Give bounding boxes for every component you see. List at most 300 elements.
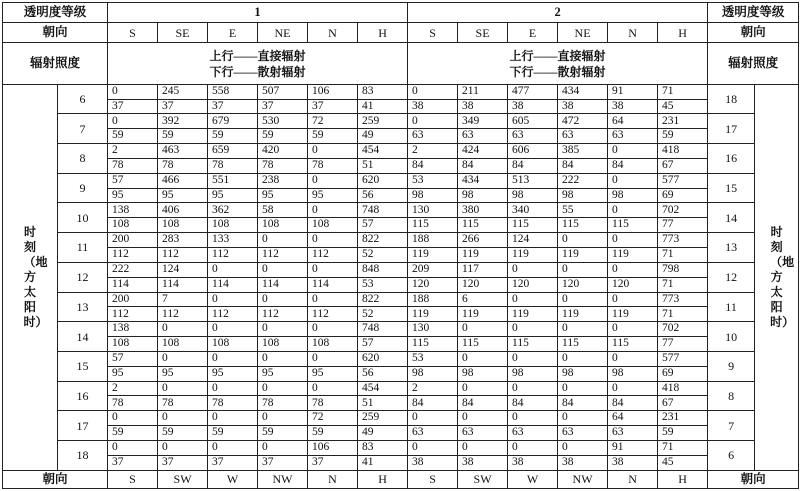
direct-radiation-cell: 231 <box>658 114 708 129</box>
direct-radiation-cell: 200 <box>108 233 158 248</box>
transparency-level-1: 1 <box>108 3 408 23</box>
direct-radiation-cell: 0 <box>208 351 258 366</box>
diffuse-radiation-cell: 41 <box>358 455 408 470</box>
diffuse-radiation-cell: 63 <box>408 426 458 441</box>
diffuse-radiation-cell: 51 <box>358 396 408 411</box>
diffuse-radiation-cell: 95 <box>308 188 358 203</box>
direct-radiation-cell: 0 <box>608 351 658 366</box>
diffuse-radiation-cell: 63 <box>408 129 458 144</box>
direct-radiation-cell: 798 <box>658 262 708 277</box>
direct-radiation-cell: 0 <box>158 381 208 396</box>
table-row <box>3 84 799 99</box>
diffuse-radiation-cell: 63 <box>508 426 558 441</box>
diffuse-radiation-cell: 53 <box>358 277 408 292</box>
direct-radiation-cell: 91 <box>608 84 658 99</box>
diffuse-radiation-cell: 69 <box>658 188 708 203</box>
direct-radiation-cell: 606 <box>508 144 558 159</box>
direct-radiation-cell: 0 <box>158 351 208 366</box>
direct-radiation-cell: 0 <box>508 292 558 307</box>
direct-radiation-cell: 0 <box>558 233 608 248</box>
direct-radiation-cell: 848 <box>358 262 408 277</box>
radiation-note-level-1 <box>108 43 408 84</box>
diffuse-radiation-cell: 37 <box>108 99 158 114</box>
direct-radiation-cell: 822 <box>358 233 408 248</box>
direct-radiation-cell: 0 <box>308 322 358 337</box>
direct-radiation-cell: 0 <box>608 381 658 396</box>
diffuse-radiation-cell: 95 <box>258 188 308 203</box>
diffuse-radiation-cell: 78 <box>208 158 258 173</box>
table-row <box>3 337 799 352</box>
direct-radiation-cell: 0 <box>408 84 458 99</box>
table-row <box>3 292 799 307</box>
direct-radiation-cell: 472 <box>558 114 608 129</box>
diffuse-radiation-cell: 84 <box>408 158 458 173</box>
direct-radiation-cell: 340 <box>508 203 558 218</box>
direct-radiation-cell: 0 <box>108 84 158 99</box>
diffuse-radiation-cell: 57 <box>358 337 408 352</box>
diffuse-radiation-cell: 84 <box>558 396 608 411</box>
diffuse-radiation-cell: 120 <box>458 277 508 292</box>
diffuse-radiation-cell: 38 <box>408 455 458 470</box>
direct-radiation-cell: 702 <box>658 322 708 337</box>
direct-radiation-cell: 124 <box>158 262 208 277</box>
direct-radiation-cell: 0 <box>608 292 658 307</box>
diffuse-radiation-cell: 119 <box>458 307 508 322</box>
direct-radiation-cell: 2 <box>108 144 158 159</box>
irradiance-label-right: 辐射照度 <box>708 43 799 84</box>
hour-right: 15 <box>708 173 755 203</box>
direct-radiation-cell: 0 <box>508 440 558 455</box>
diffuse-radiation-cell: 63 <box>558 426 608 441</box>
diffuse-radiation-cell: 98 <box>458 366 508 381</box>
diffuse-radiation-cell: 98 <box>558 188 608 203</box>
diffuse-radiation-cell: 37 <box>158 455 208 470</box>
table-row <box>3 440 799 455</box>
diffuse-radiation-cell: 108 <box>258 218 308 233</box>
diffuse-radiation-cell: 38 <box>458 455 508 470</box>
diffuse-radiation-cell: 120 <box>408 277 458 292</box>
direct-radiation-cell: 2 <box>408 144 458 159</box>
table-row <box>3 114 799 129</box>
diffuse-radiation-cell: 49 <box>358 129 408 144</box>
direct-radiation-cell: 7 <box>158 292 208 307</box>
diffuse-radiation-cell: 38 <box>558 99 608 114</box>
direct-radiation-cell: 83 <box>358 84 408 99</box>
diffuse-radiation-cell: 115 <box>558 337 608 352</box>
hour-right: 7 <box>708 411 755 441</box>
diffuse-radiation-cell: 114 <box>158 277 208 292</box>
direct-radiation-cell: 245 <box>158 84 208 99</box>
hour-left: 9 <box>58 173 108 203</box>
diffuse-radiation-cell: 115 <box>458 337 508 352</box>
direct-radiation-cell: 0 <box>308 173 358 188</box>
direct-radiation-cell: 558 <box>208 84 258 99</box>
orientation-footer: S <box>108 470 158 488</box>
orientation-header: S <box>408 23 458 43</box>
bottom-orientation-row <box>3 470 799 488</box>
diffuse-radiation-cell: 77 <box>658 337 708 352</box>
direct-radiation-cell: 702 <box>658 203 708 218</box>
direct-radiation-cell: 283 <box>158 233 208 248</box>
diffuse-radiation-cell: 37 <box>258 99 308 114</box>
direct-radiation-cell: 0 <box>458 440 508 455</box>
diffuse-radiation-cell: 45 <box>658 455 708 470</box>
orientation-header: H <box>358 23 408 43</box>
hour-left: 8 <box>58 144 108 174</box>
diffuse-radiation-cell: 63 <box>608 129 658 144</box>
direct-radiation-cell: 420 <box>258 144 308 159</box>
diffuse-radiation-cell: 119 <box>508 307 558 322</box>
direct-radiation-cell: 211 <box>458 84 508 99</box>
direct-radiation-cell: 0 <box>608 203 658 218</box>
transparency-label-right: 透明度等级 <box>708 3 799 23</box>
direct-radiation-cell: 0 <box>258 262 308 277</box>
orientation-footer: SW <box>458 470 508 488</box>
diffuse-radiation-cell: 108 <box>208 218 258 233</box>
direct-radiation-cell: 577 <box>658 173 708 188</box>
diffuse-radiation-cell: 95 <box>208 188 258 203</box>
direct-radiation-cell: 466 <box>158 173 208 188</box>
diffuse-radiation-cell: 115 <box>558 218 608 233</box>
orientation-header: N <box>308 23 358 43</box>
direct-radiation-cell: 0 <box>308 381 358 396</box>
direct-radiation-cell: 0 <box>508 351 558 366</box>
hour-left: 7 <box>58 114 108 144</box>
diffuse-radiation-cell: 59 <box>108 426 158 441</box>
direct-radiation-cell: 0 <box>208 411 258 426</box>
diffuse-radiation-cell: 37 <box>308 99 358 114</box>
diffuse-radiation-cell: 78 <box>208 396 258 411</box>
diffuse-radiation-cell: 37 <box>208 455 258 470</box>
diffuse-radiation-cell: 112 <box>208 247 258 262</box>
diffuse-radiation-cell: 78 <box>108 396 158 411</box>
direct-radiation-cell: 454 <box>358 144 408 159</box>
table-row <box>3 396 799 411</box>
hour-left: 12 <box>58 262 108 292</box>
diffuse-radiation-cell: 95 <box>108 366 158 381</box>
orientation-label-right: 朝向 <box>708 23 799 43</box>
time-label-text: 时刻（地方太阳时） <box>23 224 48 329</box>
direct-radiation-cell: 238 <box>258 173 308 188</box>
direct-radiation-cell: 53 <box>408 351 458 366</box>
direct-radiation-cell: 0 <box>208 262 258 277</box>
direct-radiation-cell: 362 <box>208 203 258 218</box>
direct-radiation-cell: 106 <box>308 84 358 99</box>
direct-radiation-cell: 64 <box>608 411 658 426</box>
table-row <box>3 381 799 396</box>
direct-radiation-cell: 0 <box>558 292 608 307</box>
diffuse-radiation-cell: 119 <box>608 307 658 322</box>
direct-radiation-cell: 0 <box>558 440 608 455</box>
radiation-note-level-2 <box>408 43 708 84</box>
orientation-footer: SW <box>158 470 208 488</box>
diffuse-radiation-cell: 59 <box>658 426 708 441</box>
direct-radiation-cell: 659 <box>208 144 258 159</box>
hour-right: 17 <box>708 114 755 144</box>
direct-radiation-cell: 822 <box>358 292 408 307</box>
direct-radiation-cell: 58 <box>258 203 308 218</box>
hour-right: 9 <box>708 351 755 381</box>
diffuse-radiation-cell: 114 <box>208 277 258 292</box>
direct-radiation-cell: 0 <box>208 440 258 455</box>
direct-radiation-cell: 0 <box>458 381 508 396</box>
diffuse-radiation-cell: 59 <box>208 129 258 144</box>
diffuse-radiation-cell: 98 <box>558 366 608 381</box>
diffuse-radiation-cell: 45 <box>658 99 708 114</box>
direct-radiation-cell: 0 <box>308 262 358 277</box>
diffuse-radiation-cell: 37 <box>158 99 208 114</box>
direct-radiation-cell: 0 <box>608 233 658 248</box>
table-row <box>3 262 799 277</box>
direct-radiation-cell: 748 <box>358 322 408 337</box>
diffuse-radiation-cell: 95 <box>258 366 308 381</box>
diffuse-radiation-cell: 108 <box>108 337 158 352</box>
diffuse-radiation-cell: 98 <box>408 366 458 381</box>
diffuse-radiation-cell: 119 <box>408 247 458 262</box>
diffuse-radiation-cell: 115 <box>508 337 558 352</box>
time-label-left <box>3 84 58 470</box>
diffuse-radiation-cell: 38 <box>608 455 658 470</box>
direct-radiation-cell: 0 <box>258 440 308 455</box>
diffuse-radiation-cell: 37 <box>108 455 158 470</box>
diffuse-radiation-cell: 108 <box>108 218 158 233</box>
hour-right: 14 <box>708 203 755 233</box>
orientation-header: E <box>508 23 558 43</box>
direct-radiation-cell: 53 <box>408 173 458 188</box>
note-direct: 上行——直接辐射 <box>509 48 606 63</box>
hour-right: 18 <box>708 84 755 114</box>
direct-radiation-cell: 200 <box>108 292 158 307</box>
diffuse-radiation-cell: 56 <box>358 366 408 381</box>
diffuse-radiation-cell: 108 <box>158 218 208 233</box>
orientation-footer: N <box>608 470 658 488</box>
direct-radiation-cell: 222 <box>108 262 158 277</box>
solar-radiation-table <box>2 2 799 489</box>
direct-radiation-cell: 0 <box>558 322 608 337</box>
diffuse-radiation-cell: 59 <box>308 129 358 144</box>
direct-radiation-cell: 0 <box>308 203 358 218</box>
direct-radiation-cell: 0 <box>558 411 608 426</box>
direct-radiation-cell: 0 <box>308 233 358 248</box>
table-row <box>3 144 799 159</box>
direct-radiation-cell: 71 <box>658 440 708 455</box>
table-row <box>3 277 799 292</box>
direct-radiation-cell: 406 <box>158 203 208 218</box>
table-row <box>3 247 799 262</box>
diffuse-radiation-cell: 78 <box>308 396 358 411</box>
direct-radiation-cell: 0 <box>558 381 608 396</box>
diffuse-radiation-cell: 52 <box>358 247 408 262</box>
diffuse-radiation-cell: 63 <box>608 426 658 441</box>
diffuse-radiation-cell: 95 <box>108 188 158 203</box>
hour-right: 16 <box>708 144 755 174</box>
diffuse-radiation-cell: 115 <box>458 218 508 233</box>
direct-radiation-cell: 0 <box>508 381 558 396</box>
diffuse-radiation-cell: 98 <box>408 188 458 203</box>
direct-radiation-cell: 424 <box>458 144 508 159</box>
hour-left: 18 <box>58 440 108 470</box>
diffuse-radiation-cell: 112 <box>258 307 308 322</box>
diffuse-radiation-cell: 38 <box>608 99 658 114</box>
direct-radiation-cell: 259 <box>358 114 408 129</box>
diffuse-radiation-cell: 98 <box>458 188 508 203</box>
diffuse-radiation-cell: 115 <box>408 218 458 233</box>
diffuse-radiation-cell: 67 <box>658 396 708 411</box>
direct-radiation-cell: 124 <box>508 233 558 248</box>
diffuse-radiation-cell: 119 <box>458 247 508 262</box>
diffuse-radiation-cell: 38 <box>558 455 608 470</box>
direct-radiation-cell: 385 <box>558 144 608 159</box>
diffuse-radiation-cell: 59 <box>208 426 258 441</box>
table-row <box>3 203 799 218</box>
diffuse-radiation-cell: 59 <box>108 129 158 144</box>
orientation-header: SE <box>458 23 508 43</box>
diffuse-radiation-cell: 78 <box>158 158 208 173</box>
direct-radiation-cell: 0 <box>458 411 508 426</box>
orientation-footer: S <box>408 470 458 488</box>
diffuse-radiation-cell: 120 <box>608 277 658 292</box>
diffuse-radiation-cell: 59 <box>158 129 208 144</box>
diffuse-radiation-cell: 112 <box>108 307 158 322</box>
diffuse-radiation-cell: 69 <box>658 366 708 381</box>
direct-radiation-cell: 0 <box>158 411 208 426</box>
table-row <box>3 129 799 144</box>
diffuse-radiation-cell: 84 <box>508 396 558 411</box>
table-row <box>3 188 799 203</box>
diffuse-radiation-cell: 78 <box>108 158 158 173</box>
hour-left: 14 <box>58 322 108 352</box>
diffuse-radiation-cell: 84 <box>508 158 558 173</box>
direct-radiation-cell: 0 <box>258 411 308 426</box>
table-row <box>3 233 799 248</box>
orientation-footer: W <box>208 470 258 488</box>
direct-radiation-cell: 0 <box>508 411 558 426</box>
direct-radiation-cell: 773 <box>658 292 708 307</box>
direct-radiation-cell: 620 <box>358 351 408 366</box>
direct-radiation-cell: 71 <box>658 84 708 99</box>
note-diffuse: 下行——散射辐射 <box>209 64 306 79</box>
direct-radiation-cell: 0 <box>308 351 358 366</box>
hour-left: 10 <box>58 203 108 233</box>
diffuse-radiation-cell: 119 <box>408 307 458 322</box>
diffuse-radiation-cell: 37 <box>208 99 258 114</box>
diffuse-radiation-cell: 84 <box>408 396 458 411</box>
direct-radiation-cell: 0 <box>208 292 258 307</box>
diffuse-radiation-cell: 63 <box>558 129 608 144</box>
diffuse-radiation-cell: 108 <box>308 337 358 352</box>
direct-radiation-cell: 259 <box>358 411 408 426</box>
direct-radiation-cell: 231 <box>658 411 708 426</box>
orientation-header: NE <box>258 23 308 43</box>
orientation-footer: H <box>358 470 408 488</box>
diffuse-radiation-cell: 38 <box>508 455 558 470</box>
diffuse-radiation-cell: 120 <box>508 277 558 292</box>
diffuse-radiation-cell: 41 <box>358 99 408 114</box>
transparency-level-2: 2 <box>408 3 708 23</box>
direct-radiation-cell: 0 <box>208 381 258 396</box>
direct-radiation-cell: 57 <box>108 173 158 188</box>
direct-radiation-cell: 106 <box>308 440 358 455</box>
diffuse-radiation-cell: 108 <box>208 337 258 352</box>
diffuse-radiation-cell: 120 <box>558 277 608 292</box>
diffuse-radiation-cell: 71 <box>658 307 708 322</box>
direct-radiation-cell: 83 <box>358 440 408 455</box>
diffuse-radiation-cell: 51 <box>358 158 408 173</box>
direct-radiation-cell: 0 <box>458 351 508 366</box>
direct-radiation-cell: 0 <box>558 351 608 366</box>
diffuse-radiation-cell: 52 <box>358 307 408 322</box>
table-row <box>3 173 799 188</box>
diffuse-radiation-cell: 67 <box>658 158 708 173</box>
hour-right: 13 <box>708 233 755 263</box>
hour-right: 11 <box>708 292 755 322</box>
direct-radiation-cell: 0 <box>408 411 458 426</box>
note-diffuse: 下行——散射辐射 <box>509 64 606 79</box>
hour-left: 6 <box>58 84 108 114</box>
direct-radiation-cell: 349 <box>458 114 508 129</box>
direct-radiation-cell: 0 <box>108 411 158 426</box>
diffuse-radiation-cell: 78 <box>258 158 308 173</box>
direct-radiation-cell: 188 <box>408 292 458 307</box>
table-row <box>3 351 799 366</box>
diffuse-radiation-cell: 115 <box>408 337 458 352</box>
diffuse-radiation-cell: 37 <box>258 455 308 470</box>
direct-radiation-cell: 222 <box>558 173 608 188</box>
diffuse-radiation-cell: 108 <box>158 337 208 352</box>
diffuse-radiation-cell: 78 <box>308 158 358 173</box>
diffuse-radiation-cell: 112 <box>158 307 208 322</box>
direct-radiation-cell: 434 <box>458 173 508 188</box>
direct-radiation-cell: 0 <box>208 322 258 337</box>
direct-radiation-cell: 188 <box>408 233 458 248</box>
diffuse-radiation-cell: 38 <box>458 99 508 114</box>
diffuse-radiation-cell: 98 <box>608 366 658 381</box>
diffuse-radiation-cell: 115 <box>508 218 558 233</box>
hour-left: 13 <box>58 292 108 322</box>
direct-radiation-cell: 209 <box>408 262 458 277</box>
diffuse-radiation-cell: 71 <box>658 247 708 262</box>
diffuse-radiation-cell: 59 <box>658 129 708 144</box>
direct-radiation-cell: 0 <box>408 114 458 129</box>
table-row <box>3 322 799 337</box>
direct-radiation-cell: 91 <box>608 440 658 455</box>
diffuse-radiation-cell: 119 <box>508 247 558 262</box>
diffuse-radiation-cell: 63 <box>508 129 558 144</box>
direct-radiation-cell: 0 <box>258 351 308 366</box>
hour-right: 8 <box>708 381 755 411</box>
hour-left: 15 <box>58 351 108 381</box>
direct-radiation-cell: 773 <box>658 233 708 248</box>
diffuse-radiation-cell: 112 <box>308 247 358 262</box>
hour-right: 10 <box>708 322 755 352</box>
direct-radiation-cell: 454 <box>358 381 408 396</box>
orientation-footer: H <box>658 470 708 488</box>
hour-left: 16 <box>58 381 108 411</box>
table-row <box>3 426 799 441</box>
table-row <box>3 158 799 173</box>
orientation-footer: W <box>508 470 558 488</box>
direct-radiation-cell: 0 <box>158 322 208 337</box>
diffuse-radiation-cell: 78 <box>258 396 308 411</box>
direct-radiation-cell: 0 <box>558 262 608 277</box>
diffuse-radiation-cell: 59 <box>158 426 208 441</box>
orientation-label-bottom-right: 朝向 <box>708 470 799 488</box>
diffuse-radiation-cell: 49 <box>358 426 408 441</box>
diffuse-radiation-cell: 63 <box>458 129 508 144</box>
direct-radiation-cell: 6 <box>458 292 508 307</box>
direct-radiation-cell: 130 <box>408 322 458 337</box>
diffuse-radiation-cell: 38 <box>408 99 458 114</box>
